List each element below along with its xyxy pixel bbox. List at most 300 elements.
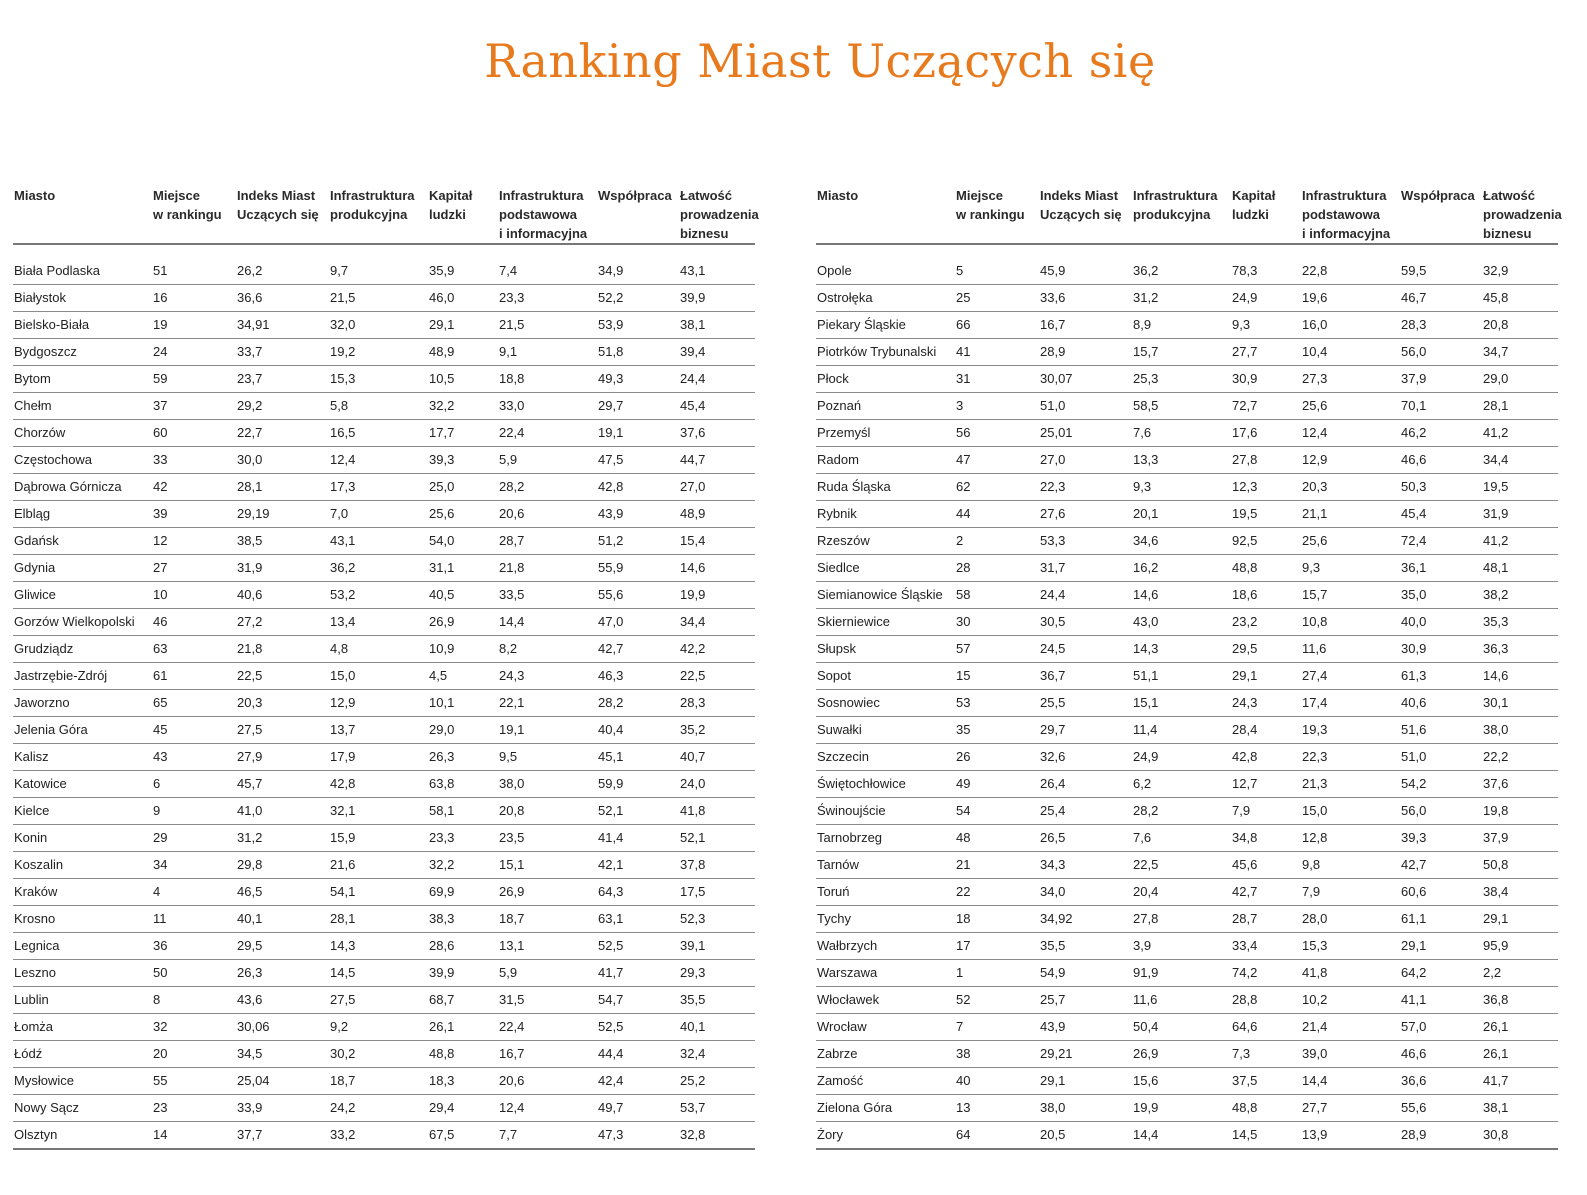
cell-cooperation: 51,0 <box>1400 744 1482 771</box>
cell-city: Gliwice <box>13 582 152 609</box>
cell-infra-basic: 19,1 <box>498 717 597 744</box>
cell-infra-prod: 9,2 <box>329 1014 428 1041</box>
cell-cooperation: 46,3 <box>597 663 679 690</box>
table-row <box>13 636 755 663</box>
cell-human-capital: 28,4 <box>1231 717 1301 744</box>
cell-cooperation: 42,8 <box>597 474 679 501</box>
cell-city: Poznań <box>816 393 955 420</box>
cell-city: Słupsk <box>816 636 955 663</box>
cell-rank: 17 <box>955 933 1039 960</box>
cell-index: 28,1 <box>236 474 329 501</box>
cell-cooperation: 49,7 <box>597 1095 679 1122</box>
cell-business-ease: 40,1 <box>679 1014 755 1041</box>
cell-business-ease: 25,2 <box>679 1068 755 1095</box>
cell-business-ease: 24,4 <box>679 366 755 393</box>
cell-human-capital: 17,6 <box>1231 420 1301 447</box>
cell-city: Tychy <box>816 906 955 933</box>
cell-human-capital: 4,5 <box>428 663 498 690</box>
cell-rank: 21 <box>955 852 1039 879</box>
cell-human-capital: 27,8 <box>1231 447 1301 474</box>
cell-business-ease: 29,1 <box>1482 906 1558 933</box>
cell-cooperation: 56,0 <box>1400 798 1482 825</box>
cell-infra-basic: 15,7 <box>1301 582 1400 609</box>
cell-infra-basic: 27,7 <box>1301 1095 1400 1122</box>
table-row <box>13 312 755 339</box>
table-row <box>13 339 755 366</box>
cell-human-capital: 34,8 <box>1231 825 1301 852</box>
cell-index: 31,2 <box>236 825 329 852</box>
cell-infra-basic: 14,4 <box>498 609 597 636</box>
cell-city: Piotrków Trybunalski <box>816 339 955 366</box>
cell-city: Lublin <box>13 987 152 1014</box>
cell-index: 34,91 <box>236 312 329 339</box>
cell-business-ease: 48,1 <box>1482 555 1558 582</box>
column-header-line: Infrastruktura <box>499 188 584 203</box>
cell-infra-basic: 21,3 <box>1301 771 1400 798</box>
cell-index: 45,7 <box>236 771 329 798</box>
column-header-line: Łatwość <box>1483 188 1536 203</box>
cell-infra-prod: 4,8 <box>329 636 428 663</box>
cell-infra-prod: 13,3 <box>1132 447 1231 474</box>
cell-cooperation: 55,6 <box>1400 1095 1482 1122</box>
table-row <box>816 1122 1558 1150</box>
cell-rank: 58 <box>955 582 1039 609</box>
table-row <box>13 717 755 744</box>
cell-city: Skierniewice <box>816 609 955 636</box>
cell-cooperation: 60,6 <box>1400 879 1482 906</box>
table-row <box>816 609 1558 636</box>
table-row <box>13 987 755 1014</box>
cell-city: Leszno <box>13 960 152 987</box>
cell-business-ease: 38,0 <box>1482 717 1558 744</box>
cell-rank: 36 <box>152 933 236 960</box>
column-header-infra-basic <box>498 184 597 244</box>
table-row <box>13 690 755 717</box>
cell-rank: 14 <box>152 1122 236 1150</box>
cell-business-ease: 19,9 <box>679 582 755 609</box>
cell-rank: 39 <box>152 501 236 528</box>
table-row <box>13 528 755 555</box>
column-header-line: w rankingu <box>956 207 1025 222</box>
cell-business-ease: 37,6 <box>679 420 755 447</box>
table-row <box>816 1095 1558 1122</box>
cell-infra-basic: 25,6 <box>1301 528 1400 555</box>
column-header-line: i informacyjna <box>1302 226 1391 241</box>
column-header-line: Infrastruktura <box>1302 188 1387 203</box>
cell-human-capital: 31,1 <box>428 555 498 582</box>
cell-infra-prod: 11,4 <box>1132 717 1231 744</box>
cell-cooperation: 52,2 <box>597 285 679 312</box>
cell-city: Zamość <box>816 1068 955 1095</box>
cell-infra-prod: 51,1 <box>1132 663 1231 690</box>
cell-city: Elbląg <box>13 501 152 528</box>
column-header-human-capital <box>1231 184 1301 244</box>
cell-index: 27,9 <box>236 744 329 771</box>
cell-infra-basic: 9,5 <box>498 744 597 771</box>
table-row <box>13 1068 755 1095</box>
cell-human-capital: 58,1 <box>428 798 498 825</box>
cell-index: 25,7 <box>1039 987 1132 1014</box>
cell-human-capital: 18,6 <box>1231 582 1301 609</box>
cell-city: Ruda Śląska <box>816 474 955 501</box>
cell-infra-basic: 20,6 <box>498 501 597 528</box>
column-header-line: Łatwość <box>680 188 733 203</box>
page-title: Ranking Miast Uczących się <box>484 34 1156 88</box>
cell-business-ease: 14,6 <box>679 555 755 582</box>
cell-infra-basic: 20,6 <box>498 1068 597 1095</box>
column-header-line: podstawowa <box>499 207 578 222</box>
cell-cooperation: 36,6 <box>1400 1068 1482 1095</box>
cell-cooperation: 51,6 <box>1400 717 1482 744</box>
table-row <box>13 1014 755 1041</box>
cell-infra-basic: 38,0 <box>498 771 597 798</box>
cell-business-ease: 38,2 <box>1482 582 1558 609</box>
cell-cooperation: 34,9 <box>597 244 679 285</box>
cell-business-ease: 39,9 <box>679 285 755 312</box>
cell-index: 27,2 <box>236 609 329 636</box>
cell-human-capital: 25,0 <box>428 474 498 501</box>
cell-rank: 64 <box>955 1122 1039 1150</box>
cell-city: Zabrze <box>816 1041 955 1068</box>
cell-infra-basic: 5,9 <box>498 960 597 987</box>
cell-human-capital: 7,9 <box>1231 798 1301 825</box>
cell-infra-basic: 27,3 <box>1301 366 1400 393</box>
cell-human-capital: 27,7 <box>1231 339 1301 366</box>
cell-business-ease: 42,2 <box>679 636 755 663</box>
cell-city: Gdynia <box>13 555 152 582</box>
table-header-row <box>13 184 755 244</box>
table-row <box>816 933 1558 960</box>
cell-index: 34,92 <box>1039 906 1132 933</box>
table-row <box>13 555 755 582</box>
cell-rank: 15 <box>955 663 1039 690</box>
column-header-line: Uczących się <box>1040 207 1122 222</box>
cell-infra-basic: 13,9 <box>1301 1122 1400 1150</box>
cell-infra-basic: 16,7 <box>498 1041 597 1068</box>
cell-rank: 63 <box>152 636 236 663</box>
cell-business-ease: 19,5 <box>1482 474 1558 501</box>
cell-business-ease: 26,1 <box>1482 1041 1558 1068</box>
cell-human-capital: 48,8 <box>428 1041 498 1068</box>
cell-city: Częstochowa <box>13 447 152 474</box>
cell-city: Gorzów Wielkopolski <box>13 609 152 636</box>
cell-business-ease: 41,8 <box>679 798 755 825</box>
cell-infra-prod: 15,9 <box>329 825 428 852</box>
cell-human-capital: 92,5 <box>1231 528 1301 555</box>
cell-rank: 27 <box>152 555 236 582</box>
table-row <box>816 717 1558 744</box>
cell-business-ease: 45,4 <box>679 393 755 420</box>
cell-city: Dąbrowa Górnicza <box>13 474 152 501</box>
cell-human-capital: 29,1 <box>1231 663 1301 690</box>
cell-cooperation: 43,9 <box>597 501 679 528</box>
cell-rank: 23 <box>152 1095 236 1122</box>
cell-infra-basic: 22,4 <box>498 1014 597 1041</box>
cell-city: Toruń <box>816 879 955 906</box>
column-header-line: Indeks Miast <box>237 188 316 203</box>
cell-infra-basic: 20,3 <box>1301 474 1400 501</box>
table-row <box>816 1014 1558 1041</box>
cell-index: 45,9 <box>1039 244 1132 285</box>
cell-rank: 53 <box>955 690 1039 717</box>
cell-index: 22,7 <box>236 420 329 447</box>
cell-city: Jelenia Góra <box>13 717 152 744</box>
table-row <box>13 447 755 474</box>
cell-human-capital: 17,7 <box>428 420 498 447</box>
cell-business-ease: 53,7 <box>679 1095 755 1122</box>
column-header-line: Kapitał <box>429 188 473 203</box>
cell-infra-basic: 20,8 <box>498 798 597 825</box>
cell-infra-prod: 43,0 <box>1132 609 1231 636</box>
cell-rank: 7 <box>955 1014 1039 1041</box>
cell-index: 27,5 <box>236 717 329 744</box>
cell-infra-basic: 14,4 <box>1301 1068 1400 1095</box>
cell-city: Warszawa <box>816 960 955 987</box>
cell-rank: 33 <box>152 447 236 474</box>
cell-rank: 65 <box>152 690 236 717</box>
cell-city: Wrocław <box>816 1014 955 1041</box>
cell-rank: 2 <box>955 528 1039 555</box>
cell-business-ease: 32,8 <box>679 1122 755 1150</box>
cell-index: 23,7 <box>236 366 329 393</box>
cell-rank: 3 <box>955 393 1039 420</box>
cell-infra-prod: 13,7 <box>329 717 428 744</box>
cell-rank: 54 <box>955 798 1039 825</box>
table-row <box>816 744 1558 771</box>
cell-infra-prod: 6,2 <box>1132 771 1231 798</box>
column-header-line: Infrastruktura <box>330 188 415 203</box>
cell-city: Świnoujście <box>816 798 955 825</box>
cell-city: Zielona Góra <box>816 1095 955 1122</box>
cell-index: 29,21 <box>1039 1041 1132 1068</box>
cell-infra-prod: 5,8 <box>329 393 428 420</box>
cell-business-ease: 41,7 <box>1482 1068 1558 1095</box>
cell-rank: 32 <box>152 1014 236 1041</box>
cell-rank: 62 <box>955 474 1039 501</box>
cell-cooperation: 37,9 <box>1400 366 1482 393</box>
cell-cooperation: 41,4 <box>597 825 679 852</box>
cell-rank: 29 <box>152 825 236 852</box>
cell-human-capital: 67,5 <box>428 1122 498 1150</box>
cell-business-ease: 30,1 <box>1482 690 1558 717</box>
cell-infra-prod: 27,5 <box>329 987 428 1014</box>
table-row <box>816 420 1558 447</box>
cell-business-ease: 52,3 <box>679 906 755 933</box>
cell-human-capital: 32,2 <box>428 852 498 879</box>
column-header-line: Kapitał <box>1232 188 1276 203</box>
table-row <box>13 393 755 420</box>
cell-infra-basic: 11,6 <box>1301 636 1400 663</box>
cell-city: Łomża <box>13 1014 152 1041</box>
table-body <box>816 244 1558 1149</box>
cell-infra-prod: 28,2 <box>1132 798 1231 825</box>
cell-infra-prod: 21,6 <box>329 852 428 879</box>
cell-rank: 61 <box>152 663 236 690</box>
cell-business-ease: 29,3 <box>679 960 755 987</box>
cell-infra-prod: 9,3 <box>1132 474 1231 501</box>
cell-cooperation: 50,3 <box>1400 474 1482 501</box>
cell-rank: 37 <box>152 393 236 420</box>
cell-rank: 13 <box>955 1095 1039 1122</box>
cell-rank: 49 <box>955 771 1039 798</box>
table-row <box>13 744 755 771</box>
cell-human-capital: 37,5 <box>1231 1068 1301 1095</box>
cell-infra-basic: 19,6 <box>1301 285 1400 312</box>
cell-cooperation: 45,1 <box>597 744 679 771</box>
cell-infra-prod: 24,2 <box>329 1095 428 1122</box>
cell-index: 29,2 <box>236 393 329 420</box>
cell-index: 29,8 <box>236 852 329 879</box>
cell-cooperation: 35,0 <box>1400 582 1482 609</box>
cell-infra-basic: 10,4 <box>1301 339 1400 366</box>
column-header-infra-basic <box>1301 184 1400 244</box>
cell-city: Łódź <box>13 1041 152 1068</box>
table-row <box>13 1041 755 1068</box>
cell-human-capital: 24,3 <box>1231 690 1301 717</box>
cell-city: Sopot <box>816 663 955 690</box>
cell-infra-basic: 8,2 <box>498 636 597 663</box>
cell-cooperation: 54,2 <box>1400 771 1482 798</box>
cell-rank: 47 <box>955 447 1039 474</box>
cell-index: 30,06 <box>236 1014 329 1041</box>
cell-infra-prod: 13,4 <box>329 609 428 636</box>
cell-infra-basic: 19,3 <box>1301 717 1400 744</box>
cell-infra-prod: 58,5 <box>1132 393 1231 420</box>
cell-index: 29,7 <box>1039 717 1132 744</box>
column-header-line: Miejsce <box>956 188 1003 203</box>
cell-index: 31,7 <box>1039 555 1132 582</box>
table-row <box>816 636 1558 663</box>
cell-human-capital: 26,1 <box>428 1014 498 1041</box>
column-header-line: ludzki <box>1232 207 1269 222</box>
column-header-business-ease <box>1482 184 1562 244</box>
cell-infra-prod: 12,4 <box>329 447 428 474</box>
cell-rank: 4 <box>152 879 236 906</box>
cell-business-ease: 34,4 <box>679 609 755 636</box>
cell-cooperation: 46,7 <box>1400 285 1482 312</box>
cell-cooperation: 41,1 <box>1400 987 1482 1014</box>
cell-index: 25,4 <box>1039 798 1132 825</box>
cell-index: 38,0 <box>1039 1095 1132 1122</box>
cell-business-ease: 35,5 <box>679 987 755 1014</box>
cell-cooperation: 51,8 <box>597 339 679 366</box>
cell-infra-prod: 30,2 <box>329 1041 428 1068</box>
table-row <box>816 501 1558 528</box>
cell-cooperation: 19,1 <box>597 420 679 447</box>
cell-infra-basic: 9,3 <box>1301 555 1400 582</box>
cell-business-ease: 38,1 <box>679 312 755 339</box>
column-header-line: Współpraca <box>598 188 672 203</box>
cell-infra-basic: 39,0 <box>1301 1041 1400 1068</box>
table-row <box>816 528 1558 555</box>
cell-city: Mysłowice <box>13 1068 152 1095</box>
cell-infra-basic: 33,0 <box>498 393 597 420</box>
cell-business-ease: 45,8 <box>1482 285 1558 312</box>
column-header-business-ease <box>679 184 759 244</box>
cell-city: Rzeszów <box>816 528 955 555</box>
cell-human-capital: 45,6 <box>1231 852 1301 879</box>
cell-index: 40,6 <box>236 582 329 609</box>
cell-cooperation: 28,2 <box>597 690 679 717</box>
cell-business-ease: 48,9 <box>679 501 755 528</box>
cell-infra-basic: 12,9 <box>1301 447 1400 474</box>
cell-human-capital: 12,7 <box>1231 771 1301 798</box>
cell-infra-basic: 16,0 <box>1301 312 1400 339</box>
cell-rank: 19 <box>152 312 236 339</box>
table-row <box>816 339 1558 366</box>
cell-cooperation: 52,5 <box>597 933 679 960</box>
cell-business-ease: 39,4 <box>679 339 755 366</box>
cell-business-ease: 37,6 <box>1482 771 1558 798</box>
cell-human-capital: 32,2 <box>428 393 498 420</box>
cell-index: 37,7 <box>236 1122 329 1150</box>
table-row <box>816 285 1558 312</box>
column-header-human-capital <box>428 184 498 244</box>
cell-city: Chorzów <box>13 420 152 447</box>
column-header-index <box>236 184 329 244</box>
table-row <box>13 285 755 312</box>
table-row <box>816 312 1558 339</box>
cell-city: Konin <box>13 825 152 852</box>
cell-infra-basic: 23,5 <box>498 825 597 852</box>
column-header-index <box>1039 184 1132 244</box>
cell-infra-prod: 19,2 <box>329 339 428 366</box>
cell-infra-basic: 26,9 <box>498 879 597 906</box>
cell-human-capital: 48,8 <box>1231 1095 1301 1122</box>
cell-cooperation: 54,7 <box>597 987 679 1014</box>
column-header-line: Uczących się <box>237 207 319 222</box>
cell-human-capital: 19,5 <box>1231 501 1301 528</box>
cell-city: Rybnik <box>816 501 955 528</box>
cell-human-capital: 14,5 <box>1231 1122 1301 1150</box>
cell-infra-prod: 14,3 <box>1132 636 1231 663</box>
cell-infra-basic: 7,7 <box>498 1122 597 1150</box>
cell-business-ease: 35,2 <box>679 717 755 744</box>
column-header-line: w rankingu <box>153 207 222 222</box>
column-header-rank <box>955 184 1039 244</box>
cell-human-capital: 38,3 <box>428 906 498 933</box>
cell-business-ease: 36,8 <box>1482 987 1558 1014</box>
cell-rank: 10 <box>152 582 236 609</box>
cell-infra-prod: 14,4 <box>1132 1122 1231 1150</box>
cell-index: 54,9 <box>1039 960 1132 987</box>
table-row <box>13 582 755 609</box>
cell-business-ease: 22,5 <box>679 663 755 690</box>
table-row <box>13 663 755 690</box>
cell-cooperation: 55,6 <box>597 582 679 609</box>
cell-infra-prod: 15,7 <box>1132 339 1231 366</box>
cell-business-ease: 32,4 <box>679 1041 755 1068</box>
cell-cooperation: 63,1 <box>597 906 679 933</box>
cell-index: 46,5 <box>236 879 329 906</box>
cell-infra-prod: 15,0 <box>329 663 428 690</box>
cell-human-capital: 26,3 <box>428 744 498 771</box>
column-header-line: Infrastruktura <box>1133 188 1218 203</box>
column-header-line: produkcyjna <box>330 207 408 222</box>
ranking-table-right <box>816 184 1562 1150</box>
cell-index: 35,5 <box>1039 933 1132 960</box>
column-header-cooperation <box>597 184 679 244</box>
cell-business-ease: 17,5 <box>679 879 755 906</box>
cell-city: Kalisz <box>13 744 152 771</box>
cell-business-ease: 27,0 <box>679 474 755 501</box>
cell-city: Ostrołęka <box>816 285 955 312</box>
cell-rank: 60 <box>152 420 236 447</box>
cell-cooperation: 29,7 <box>597 393 679 420</box>
cell-infra-basic: 21,8 <box>498 555 597 582</box>
cell-rank: 59 <box>152 366 236 393</box>
cell-index: 30,0 <box>236 447 329 474</box>
